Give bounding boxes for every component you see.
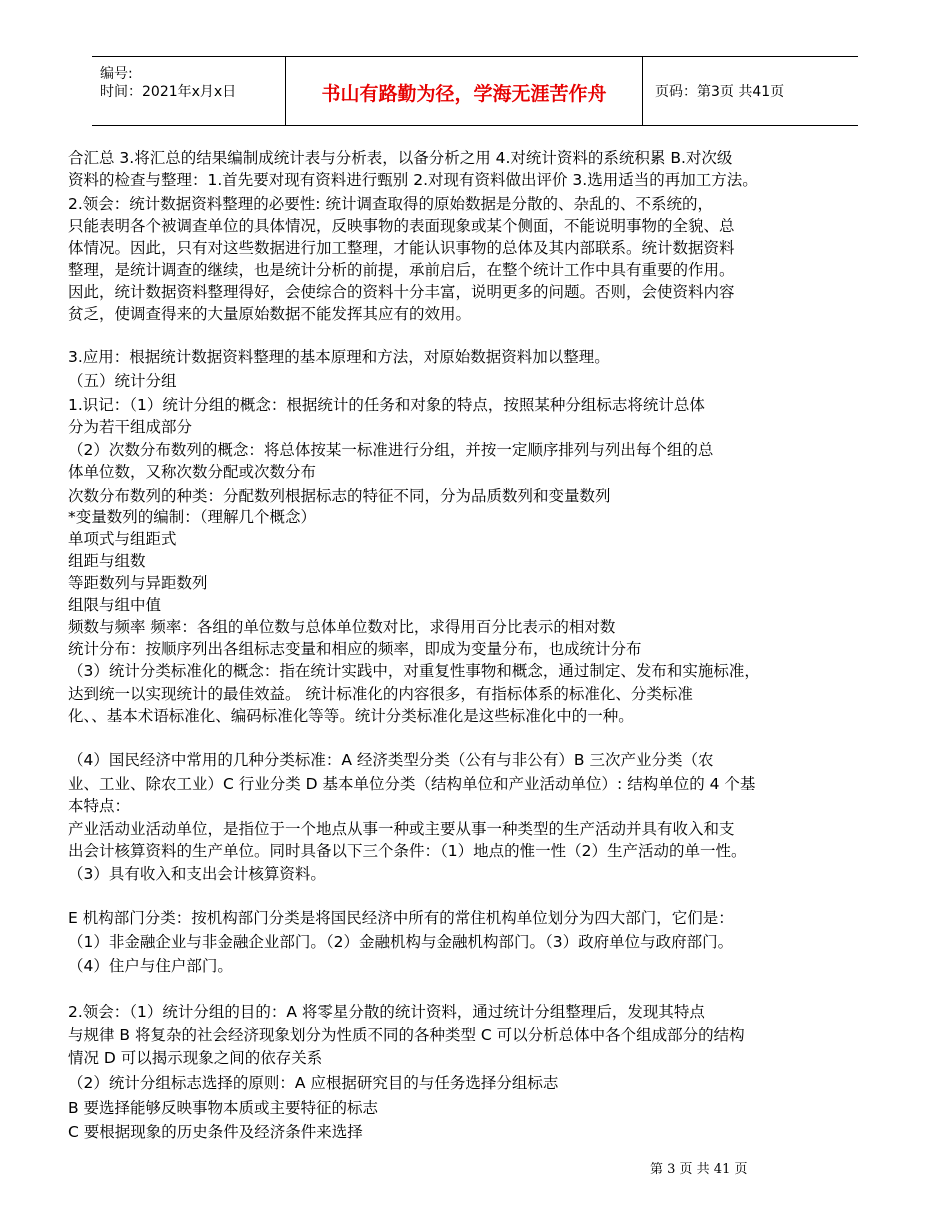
text-line: 频数与频率 频率：各组的单位数与总体单位数对比，求得用百分比表示的相对数 bbox=[68, 618, 616, 636]
text-line: 只能表明各个被调查单位的具体情况，反映事物的表面现象或某个侧面，不能说明事物的全貌、总 bbox=[68, 217, 735, 235]
text-line: 因此，统计数据资料整理得好，会使综合的资料十分丰富，说明更多的问题。否则，会使资料内容 bbox=[68, 283, 735, 301]
text-line: 组距与组数 bbox=[68, 552, 146, 570]
text-line: 1.识记：（1）统计分组的概念：根据统计的任务和对象的特点，按照某种分组标志将统计总体 bbox=[68, 396, 705, 414]
text-line: 2.领会：统计数据资料整理的必要性: 统计调查取得的原始数据是分散的、杂乱的、不系统的， bbox=[68, 195, 713, 213]
text-line: （2）统计分组标志选择的原则：A 应根据研究目的与任务选择分组标志 bbox=[68, 1074, 559, 1092]
text-line: *变量数列的编制：（理解几个概念） bbox=[68, 508, 317, 526]
document-number-label: 编号: bbox=[100, 66, 133, 82]
header-motto-cell bbox=[285, 57, 643, 125]
text-line: 贫乏，使调查得来的大量原始数据不能发挥其应有的效用。 bbox=[68, 305, 472, 323]
text-line: 分为若干组成部分 bbox=[68, 418, 193, 436]
text-line: 本特点： bbox=[68, 797, 131, 815]
text-line: 次数分布数列的种类：分配数列根据标志的特征不同，分为品质数列和变量数列 bbox=[68, 487, 611, 505]
document-time-label: 时间：2021年x月x日 bbox=[100, 84, 237, 100]
header-page-info: 页码：第3页 共41页 bbox=[655, 84, 785, 100]
text-line: 体情况。因此，只有对这些数据进行加工整理，才能认识事物的总体及其内部联系。统计数据资料 bbox=[68, 239, 735, 257]
text-line: 合汇总 3.将汇总的结果编制成统计表与分析表，以备分析之用 4.对统计资料的系统积累 B.对次级 bbox=[68, 149, 733, 167]
text-line: 整理，是统计调查的继续，也是统计分析的前提，承前启后，在整个统计工作中具有重要的作用。 bbox=[68, 261, 735, 279]
text-line: （2）次数分布数列的概念：将总体按某一标准进行分组，并按一定顺序排列与列出每个组的总 bbox=[68, 441, 714, 459]
header-motto: 书山有路勤为径，学海无涯苦作舟 bbox=[321, 83, 607, 105]
text-line: 业、工业、除农工业）C 行业分类 D 基本单位分类（结构单位和产业活动单位）: 结构单位的 4 个基 bbox=[68, 775, 756, 793]
text-line: 出会计核算资料的生产单位。同时具备以下三个条件：（1）地点的惟一性（2）生产活动的单一性。 bbox=[68, 842, 747, 860]
text-line: 达到统一以实现统计的最佳效益。 统计标准化的内容很多，有指标体系的标准化、分类标准 bbox=[68, 685, 693, 703]
text-line: 2.领会：（1）统计分组的目的：A 将零星分散的统计资料，通过统计分组整理后，发现其特点 bbox=[68, 1003, 705, 1021]
text-line: （1）非金融企业与非金融企业部门。（2）金融机构与金融机构部门。（3）政府单位与政府部门。 bbox=[68, 933, 734, 951]
text-line: B 要选择能够反映事物本质或主要特征的标志 bbox=[68, 1099, 379, 1117]
text-line: （4）住户与住户部门。 bbox=[68, 957, 233, 975]
text-line: 产业活动业活动单位，是指位于一个地点从事一种或主要从事一种类型的生产活动并具有收入和支 bbox=[68, 820, 735, 838]
text-line: （3）具有收入和支出会计核算资料。 bbox=[68, 865, 326, 883]
text-line: 情况 D 可以揭示现象之间的依存关系 bbox=[68, 1049, 323, 1067]
text-line: 化、、基本术语标准化、编码标准化等等。统计分类标准化是这些标准化中的一种。 bbox=[68, 707, 634, 725]
text-line: （五）统计分组 bbox=[68, 372, 177, 390]
page-footer: 第 3 页 共 41 页 bbox=[650, 1162, 748, 1177]
text-line: 统计分布：按顺序列出各组标志变量和相应的频率，即成为变量分布，也成统计分布 bbox=[68, 640, 642, 658]
text-line: E 机构部门分类：按机构部门分类是将国民经济中所有的常住机构单位划分为四大部门，它们是： bbox=[68, 909, 734, 927]
header-meta bbox=[92, 57, 284, 125]
text-line: 与规律 B 将复杂的社会经济现象划分为性质不同的各种类型 C 可以分析总体中各个组成部分的结构 bbox=[68, 1026, 745, 1044]
page-header bbox=[92, 56, 858, 126]
text-line: （3）统计分类标准化的概念：指在统计实践中，对重复性事物和概念，通过制定、发布和实施标准， bbox=[68, 662, 760, 680]
header-page-cell bbox=[643, 57, 858, 125]
text-line: 组限与组中值 bbox=[68, 596, 162, 614]
text-line: 3.应用：根据统计数据资料整理的基本原理和方法，对原始数据资料加以整理。 bbox=[68, 348, 610, 366]
text-line: （4）国民经济中常用的几种分类标准：A 经济类型分类（公有与非公有）B 三次产业分类（农 bbox=[68, 751, 714, 769]
text-line: 体单位数，又称次数分配或次数分布 bbox=[68, 463, 317, 481]
text-line: 单项式与组距式 bbox=[68, 530, 177, 548]
text-line: C 要根据现象的历史条件及经济条件来选择 bbox=[68, 1123, 363, 1141]
text-line: 资料的检查与整理：1.首先要对现有资料进行甄别 2.对现有资料做出评价 3.选用适当的再加工方法。 bbox=[68, 171, 758, 189]
text-line: 等距数列与异距数列 bbox=[68, 574, 208, 592]
